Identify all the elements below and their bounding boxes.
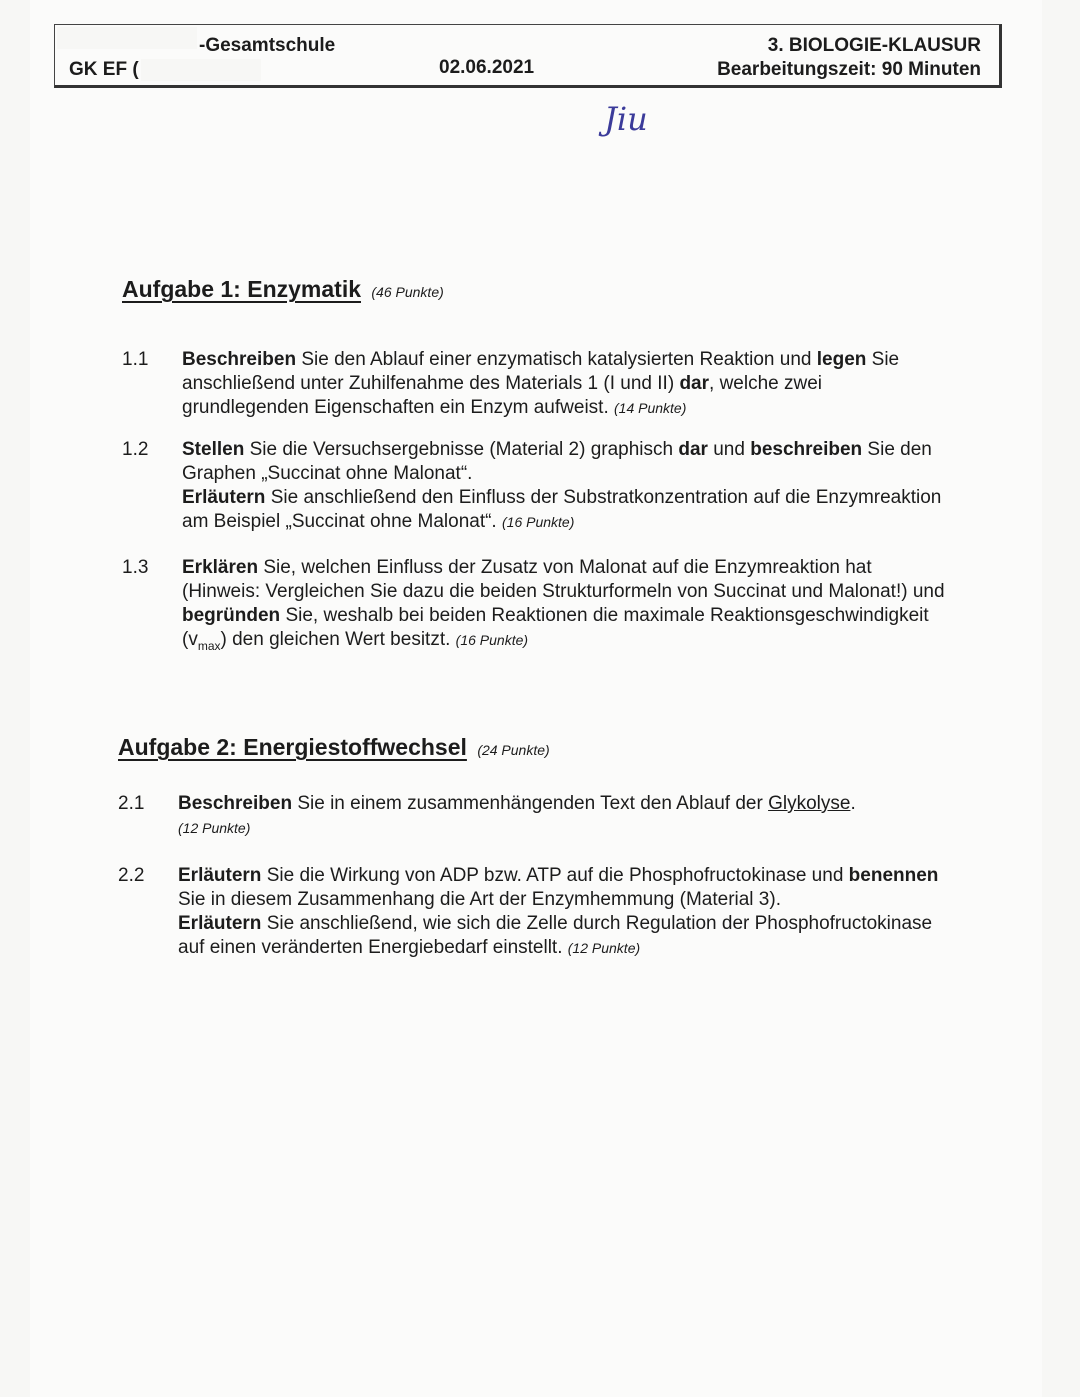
points-label: (12 Punkte)	[567, 940, 641, 956]
operator-verb: begründen	[182, 605, 281, 626]
text-run: .	[850, 793, 856, 814]
item-text	[178, 864, 948, 960]
text-run: ) den gleichen Wert besitzt.	[220, 629, 456, 650]
task-2-heading	[118, 734, 550, 761]
text-run: Sie den Graphen „Succinat ohne Malonat“.	[182, 439, 932, 484]
exam-header	[54, 24, 1002, 88]
text-run: und	[707, 439, 751, 460]
paper-sheet	[30, 0, 1042, 1397]
item-text	[178, 792, 948, 840]
subscript: max	[197, 638, 221, 653]
operator-verb: dar	[679, 373, 710, 394]
exam-duration: Bearbeitungszeit: 90 Minuten	[717, 59, 981, 80]
operator-verb: Erklären	[182, 557, 259, 578]
item-number: 1.2	[122, 439, 149, 460]
text-run: Sie in diesem Zusammenhang die Art der Enzymhemmung (Material 3).	[178, 889, 781, 910]
text-run: Sie anschließend unter Zuhilfenahme des Materials 1 (I und II)	[182, 349, 900, 394]
points-label: (16 Punkte)	[455, 632, 529, 648]
text-run: Sie anschließend, wie sich die Zelle durch Regulation der Phosphofructokinase auf einen veränderten Energiebedarf einstellt.	[178, 913, 933, 958]
operator-verb: Erläutern	[182, 487, 266, 508]
text-run: Sie die Wirkung von ADP bzw. ATP auf die Phosphofructokinase und	[261, 865, 849, 886]
operator-verb: Erläutern	[178, 865, 262, 886]
operator-verb: Stellen	[182, 439, 245, 460]
school-name: -Gesamtschule	[199, 35, 336, 56]
item-number: 2.2	[118, 865, 145, 886]
operator-verb: benennen	[848, 865, 939, 886]
task-2-title: Aufgabe 2: Energiestoffwechsel	[118, 734, 467, 760]
text-run: Sie, weshalb bei beiden Reaktionen die maximale Reaktionsgeschwindigkeit (v	[182, 605, 929, 650]
points-label: (12 Punkte)	[178, 820, 251, 836]
item-text	[182, 348, 948, 420]
course-label: GK EF (	[69, 59, 139, 80]
operator-verb: Erläutern	[178, 913, 262, 934]
item-number: 1.3	[122, 557, 149, 578]
points-label: (14 Punkte)	[614, 400, 687, 416]
task-1-title: Aufgabe 1: Enzymatik	[122, 276, 361, 302]
item-text	[182, 438, 948, 534]
operator-verb: legen	[816, 349, 867, 370]
task-1-heading	[122, 276, 444, 303]
operator-verb: Beschreiben	[178, 793, 293, 814]
text-run: Sie den Ablauf einer enzymatisch katalysierten Reaktion und	[296, 349, 817, 370]
item-number: 1.1	[122, 349, 149, 370]
operator-verb: beschreiben	[750, 439, 863, 460]
operator-verb: dar	[678, 439, 708, 460]
redaction-mark	[57, 27, 197, 49]
item-number: 2.1	[118, 793, 145, 814]
redaction-mark	[141, 59, 261, 81]
text-run: Sie anschließend den Einfluss der Substratkonzentration auf die Enzymreaktion am Beispiel „Succinat ohne Malonat“.	[182, 487, 942, 532]
exam-title: 3. BIOLOGIE-KLAUSUR	[767, 35, 981, 56]
operator-verb: Beschreiben	[182, 349, 297, 370]
task-2-points: (24 Punkte)	[477, 742, 550, 758]
task-1-points: (46 Punkte)	[371, 284, 444, 300]
text-run: Sie die Versuchsergebnisse (Material 2) graphisch	[244, 439, 679, 460]
text-run: Sie in einem zusammenhängenden Text den Ablauf der	[292, 793, 769, 814]
exam-date: 02.06.2021	[439, 57, 535, 78]
item-text	[182, 556, 948, 658]
handwritten-name: Jiu	[604, 100, 648, 138]
text-run: Sie, welchen Einfluss der Zusatz von Malonat auf die Enzymreaktion hat (Hinweis: Vergleichen Sie dazu die beiden Strukturformeln von Succinat und Malonat!) und	[182, 557, 945, 602]
text-run: , welche zwei grundlegenden Eigenschaften ein Enzym aufweist.	[182, 373, 823, 418]
underlined-term: Glykolyse	[768, 793, 851, 814]
points-label: (16 Punkte)	[502, 514, 575, 530]
